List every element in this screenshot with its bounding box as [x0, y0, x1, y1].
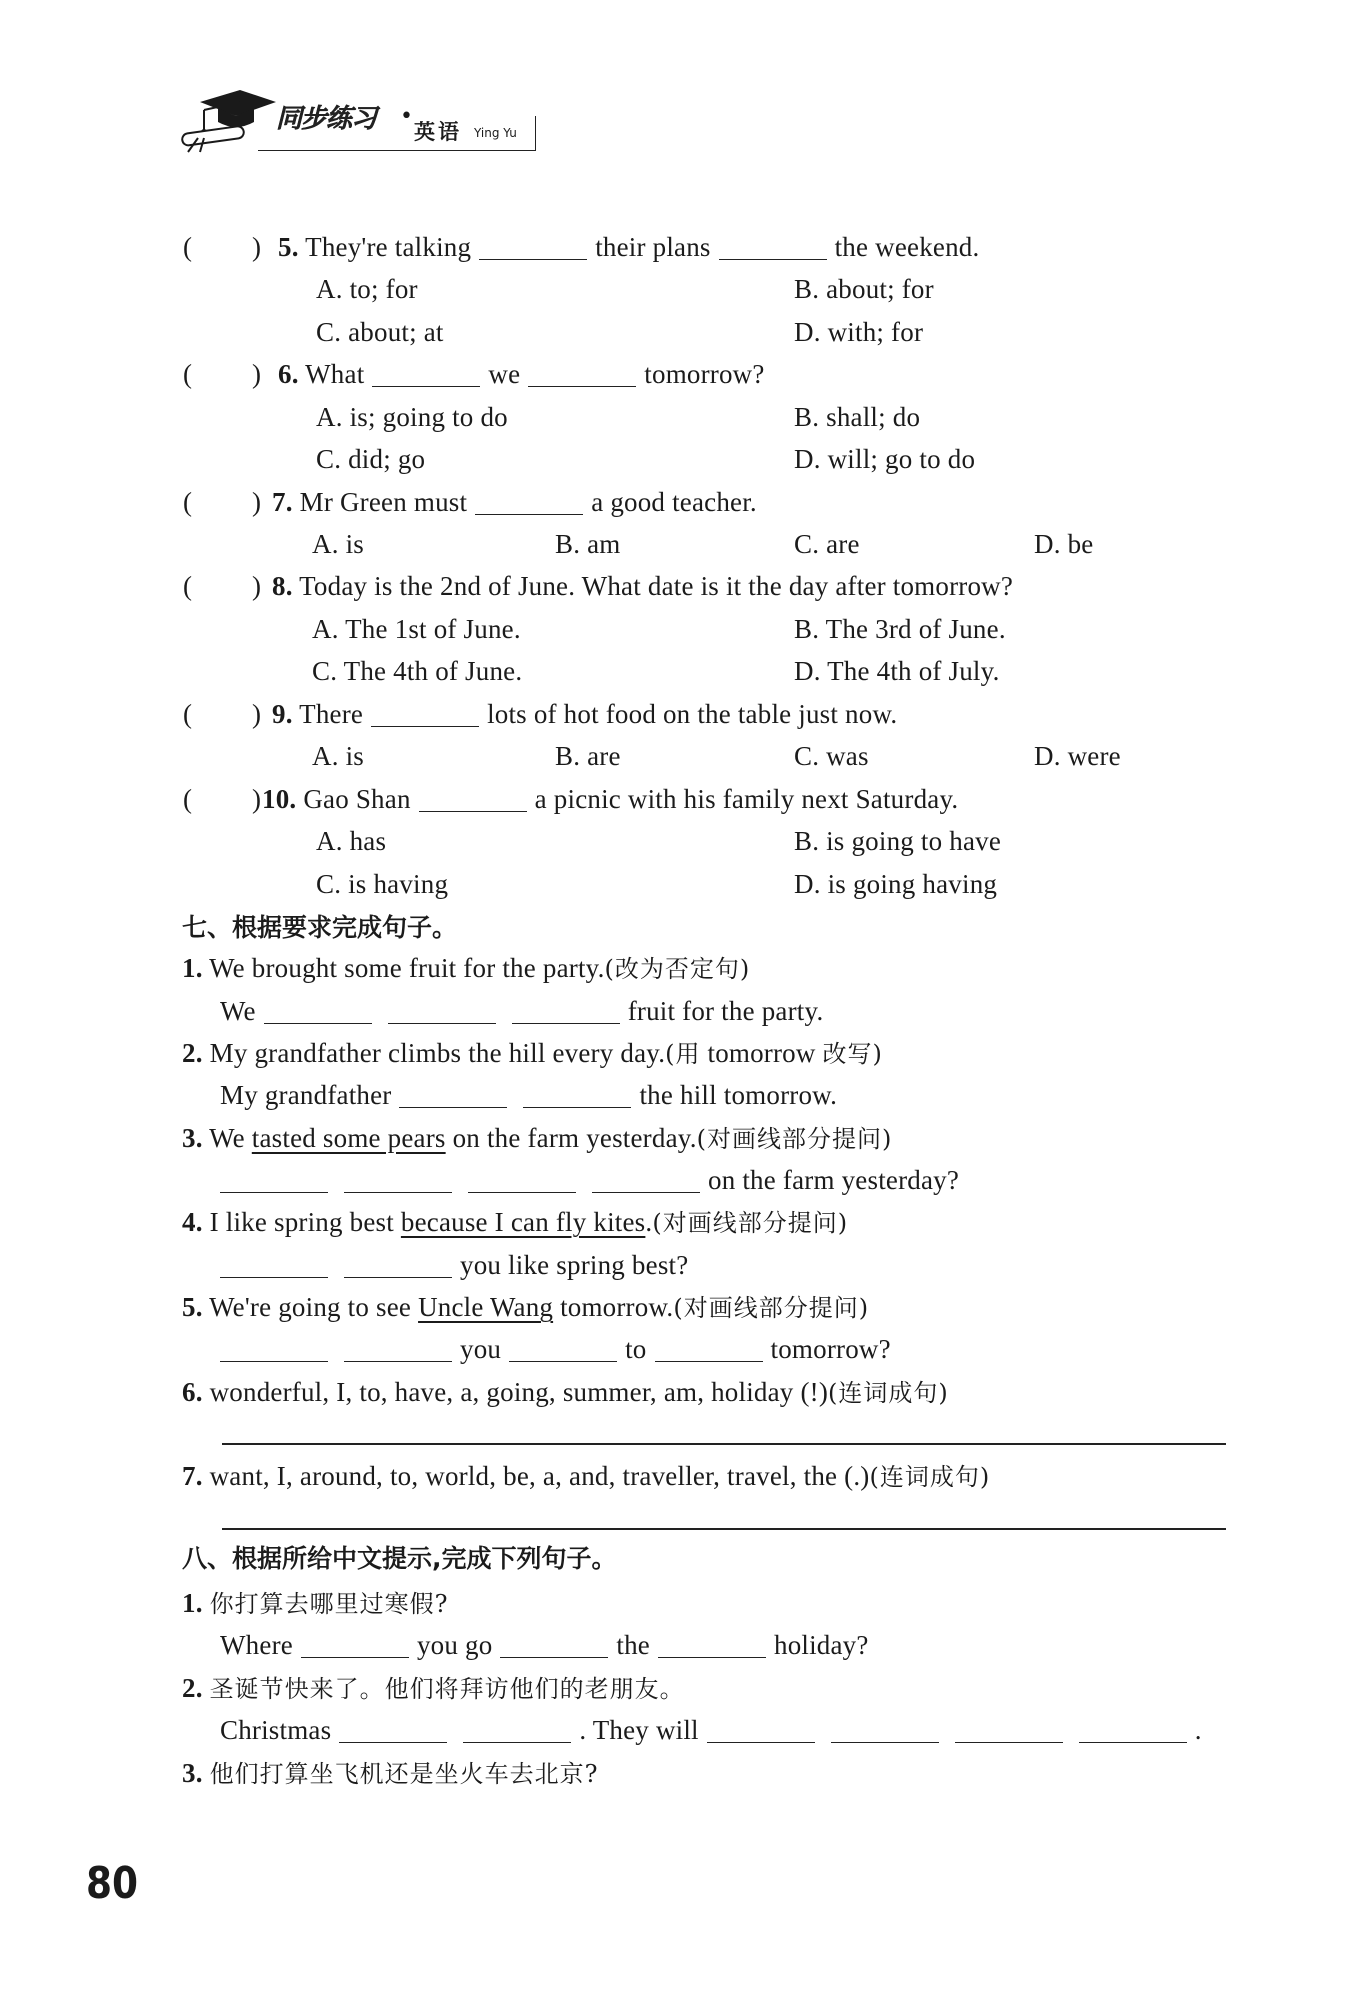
chinese-prompt: 你打算去哪里过寒假? [209, 1590, 449, 1618]
question-7 [272, 485, 757, 519]
question-text: What [305, 359, 365, 389]
answer-blank[interactable] [479, 233, 587, 260]
rewrite-4-answer [212, 1248, 688, 1282]
item-number: 7. [182, 1461, 203, 1491]
option-a: A. to; for [316, 274, 418, 304]
answer-text: you go [416, 1630, 493, 1660]
reorder-7 [182, 1459, 990, 1494]
question-number: 6. [278, 359, 299, 389]
rewrite-2 [182, 1036, 883, 1071]
rewrite-3 [182, 1121, 892, 1156]
question-text: tomorrow? [644, 359, 765, 389]
item-instruction: (对画线部分提问) [673, 1294, 870, 1322]
answer-text: Where [220, 1630, 293, 1660]
answer-blank[interactable] [955, 1716, 1063, 1743]
answer-blank[interactable] [468, 1166, 576, 1193]
answer-blank[interactable] [523, 1081, 631, 1108]
graduation-cap-icon [178, 86, 278, 156]
item-number: 2. [182, 1673, 203, 1703]
answer-paren-open: ( [183, 784, 192, 814]
subject-pinyin: Ying Yu [474, 126, 517, 140]
translate-2-prompt [182, 1671, 685, 1706]
option-c: C. is having [316, 869, 449, 899]
answer-text: to [625, 1334, 647, 1364]
option-d: D. be [1034, 529, 1094, 559]
answer-blank[interactable] [1079, 1716, 1187, 1743]
question-number: 9. [272, 699, 293, 729]
chinese-prompt: 他们打算坐飞机还是坐火车去北京? [209, 1760, 599, 1788]
item-instruction: (连词成句) [869, 1463, 991, 1491]
answer-blank[interactable] [344, 1166, 452, 1193]
item-instruction: (连词成句) [828, 1379, 949, 1407]
header-dot: • [400, 104, 413, 129]
question-text: a picnic with his family next Saturday. [534, 784, 959, 814]
answer-blank[interactable] [388, 997, 496, 1024]
question-text: Mr Green must [299, 487, 468, 517]
chinese-prompt: 圣诞节快来了。他们将拜访他们的老朋友。 [209, 1675, 685, 1703]
item-number: 6. [182, 1377, 203, 1407]
answer-text: on the farm yesterday? [708, 1165, 960, 1195]
answer-blank[interactable] [463, 1716, 571, 1743]
answer-text: Christmas [220, 1715, 332, 1745]
option-a: A. is; going to do [316, 402, 508, 432]
answer-blank[interactable] [339, 1716, 447, 1743]
item-instruction: (用 [665, 1040, 701, 1068]
section-7-title: 七、根据要求完成句子。 [182, 913, 458, 942]
answer-paren-close: ) [252, 487, 261, 517]
answer-text: the [616, 1630, 650, 1660]
rewrite-1 [182, 951, 750, 986]
answer-text: the hill tomorrow. [639, 1080, 838, 1110]
option-b: B. is going to have [794, 826, 1002, 856]
answer-blank[interactable] [220, 1251, 328, 1278]
option-d: D. will; go to do [794, 444, 976, 474]
underlined-text: Uncle Wang [418, 1292, 554, 1322]
item-text: My grandfather climbs the hill every day. [209, 1038, 666, 1068]
translate-2-answer [220, 1713, 1202, 1747]
answer-paren-close: ) [252, 784, 261, 814]
answer-blank[interactable] [372, 360, 480, 387]
answer-blank[interactable] [512, 997, 620, 1024]
option-d: D. with; for [794, 317, 924, 347]
item-text: We brought some fruit for the party. [209, 953, 605, 983]
answer-paren-open: ( [183, 571, 192, 601]
answer-blank[interactable] [528, 360, 636, 387]
question-text: the weekend. [834, 232, 980, 262]
answer-text: fruit for the party. [627, 996, 824, 1026]
option-b: B. about; for [794, 274, 934, 304]
page-number: 80 [86, 1858, 139, 1909]
underlined-text: tasted some pears [251, 1123, 446, 1153]
item-number: 2. [182, 1038, 203, 1068]
question-5 [278, 230, 979, 264]
underlined-text: because I can fly kites [400, 1207, 646, 1237]
item-number: 1. [182, 953, 203, 983]
answer-text: We [220, 996, 256, 1026]
answer-blank[interactable] [301, 1631, 409, 1658]
question-text: their plans [595, 232, 711, 262]
answer-blank[interactable] [719, 233, 827, 260]
option-a: A. is [312, 741, 365, 771]
answer-blank[interactable] [707, 1716, 815, 1743]
series-title: 同步练习 [276, 104, 377, 134]
question-text: a good teacher. [591, 487, 757, 517]
translate-3-prompt [182, 1756, 598, 1791]
item-text: wonderful, I, to, have, a, going, summer, am, holiday (!) [209, 1377, 829, 1407]
option-b: B. shall; do [794, 402, 921, 432]
reorder-6 [182, 1375, 949, 1410]
question-8 [272, 569, 1013, 603]
answer-blank[interactable] [220, 1166, 328, 1193]
answer-blank[interactable] [475, 488, 583, 515]
option-c: C. about; at [316, 317, 444, 347]
option-d: D. is going having [794, 869, 998, 899]
item-text: on the farm yesterday. [452, 1123, 697, 1153]
answer-blank[interactable] [399, 1081, 507, 1108]
item-text: tomorrow. [560, 1292, 674, 1322]
answer-blank[interactable] [592, 1166, 700, 1193]
item-instruction: (对画线部分提问) [652, 1209, 849, 1237]
answer-text: holiday? [774, 1630, 869, 1660]
question-9 [272, 697, 897, 731]
rewrite-2-answer [220, 1078, 837, 1112]
option-a: A. has [316, 826, 387, 856]
question-6 [278, 357, 765, 391]
answer-line[interactable] [222, 1443, 1226, 1445]
option-b: B. are [555, 741, 621, 771]
option-a: A. is [312, 529, 365, 559]
item-instruction: (改为否定句) [604, 955, 751, 983]
option-d: D. The 4th of July. [794, 656, 1000, 686]
question-text: we [488, 359, 521, 389]
item-number: 4. [182, 1207, 203, 1237]
item-instruction: 改写) [822, 1040, 883, 1068]
question-text: Today is the 2nd of June. What date is it the day after tomorrow? [299, 571, 1014, 601]
answer-text: you [460, 1334, 502, 1364]
answer-paren-close: ) [252, 359, 261, 389]
item-instruction: (对画线部分提问) [696, 1125, 893, 1153]
item-text: I like spring best [209, 1207, 394, 1237]
answer-paren-close: ) [252, 699, 261, 729]
question-number: 7. [272, 487, 293, 517]
option-c: C. was [794, 741, 869, 771]
question-text: Gao Shan [303, 784, 411, 814]
answer-paren-open: ( [183, 699, 192, 729]
answer-blank[interactable] [658, 1631, 766, 1658]
question-text: lots of hot food on the table just now. [487, 699, 898, 729]
question-number: 10. [262, 784, 297, 814]
rewrite-4 [182, 1205, 848, 1240]
item-number: 3. [182, 1758, 203, 1788]
item-number: 3. [182, 1123, 203, 1153]
question-number: 8. [272, 571, 293, 601]
question-10 [262, 782, 958, 816]
rewrite-1-answer [220, 994, 823, 1028]
item-text: We're going to see [209, 1292, 412, 1322]
answer-text: you like spring best? [460, 1250, 689, 1280]
answer-blank[interactable] [509, 1335, 617, 1362]
section-8-title: 八、根据所给中文提示,完成下列句子。 [182, 1544, 617, 1573]
question-number: 5. [278, 232, 299, 262]
option-c: C. are [794, 529, 860, 559]
question-text: They're talking [305, 232, 472, 262]
item-number: 5. [182, 1292, 203, 1322]
option-b: B. am [555, 529, 621, 559]
item-text: We [209, 1123, 245, 1153]
header-rule [258, 150, 536, 151]
answer-blank[interactable] [655, 1335, 763, 1362]
item-text: want, I, around, to, world, be, a, and, traveller, travel, the (.) [209, 1461, 870, 1491]
translate-1-prompt [182, 1586, 448, 1621]
answer-paren-open: ( [183, 232, 192, 262]
answer-blank[interactable] [371, 700, 479, 727]
answer-blank[interactable] [344, 1335, 452, 1362]
answer-blank[interactable] [831, 1716, 939, 1743]
answer-paren-open: ( [183, 359, 192, 389]
answer-line[interactable] [222, 1528, 1226, 1530]
option-c: C. The 4th of June. [312, 656, 523, 686]
answer-text: tomorrow? [770, 1334, 891, 1364]
answer-blank[interactable] [500, 1631, 608, 1658]
question-text: There [299, 699, 364, 729]
answer-paren-close: ) [252, 232, 261, 262]
answer-text: . [1194, 1715, 1202, 1745]
option-c: C. did; go [316, 444, 426, 474]
answer-blank[interactable] [344, 1251, 452, 1278]
option-a: A. The 1st of June. [312, 614, 521, 644]
answer-blank[interactable] [264, 997, 372, 1024]
rewrite-5-answer [212, 1332, 891, 1366]
answer-blank[interactable] [220, 1335, 328, 1362]
answer-text: My grandfather [220, 1080, 392, 1110]
rewrite-3-answer [212, 1163, 959, 1197]
answer-paren-open: ( [183, 487, 192, 517]
option-d: D. were [1034, 741, 1121, 771]
option-b: B. The 3rd of June. [794, 614, 1006, 644]
answer-text: . They will [579, 1715, 699, 1745]
page-header [178, 86, 538, 156]
translate-1-answer [220, 1628, 869, 1662]
header-rule-end [535, 116, 536, 151]
item-instruction: tomorrow [707, 1038, 816, 1068]
answer-paren-close: ) [252, 571, 261, 601]
subject-title: 英语 [414, 120, 462, 144]
answer-blank[interactable] [419, 785, 527, 812]
rewrite-5 [182, 1290, 869, 1325]
item-number: 1. [182, 1588, 203, 1618]
item-text: . [645, 1207, 653, 1237]
